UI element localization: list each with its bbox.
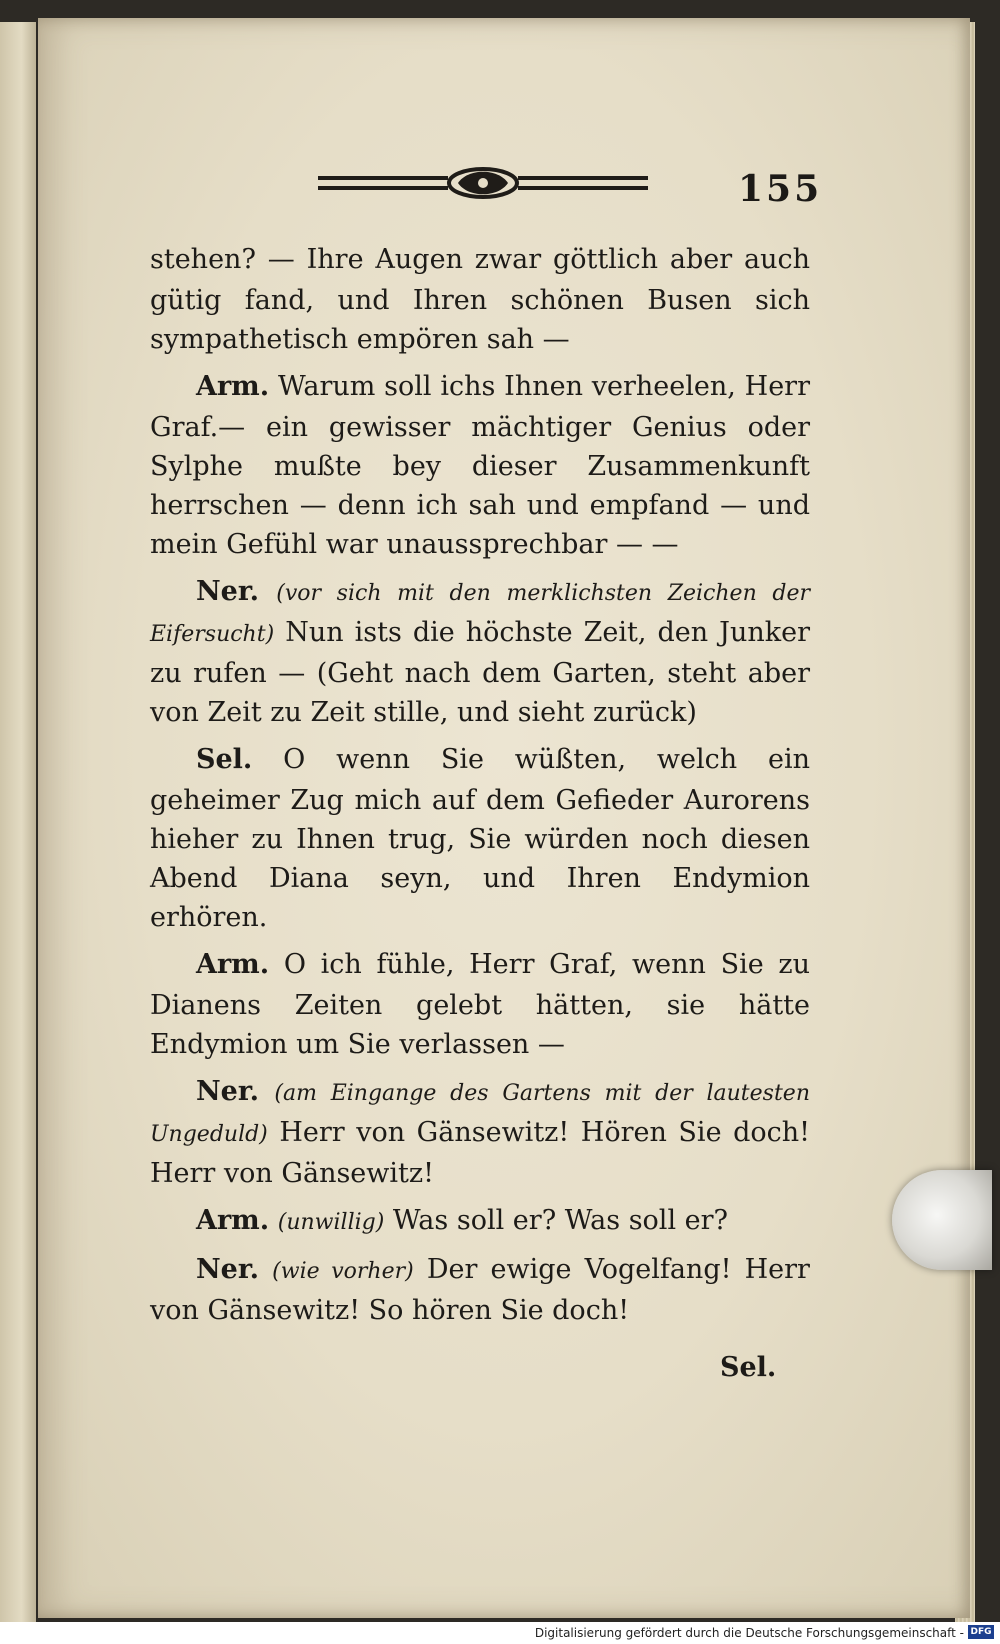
speaker: Ner. (196, 1076, 260, 1107)
paragraph-2 (150, 367, 810, 564)
funding-credit: Digitalisierung gefördert durch die Deutsche Forschungsgemeinschaft - (534, 1626, 964, 1640)
dfg-logo: DFG (968, 1625, 994, 1639)
stage-direction: (am Eingange des Gartens mit der lautesten Ungeduld) (150, 1081, 810, 1147)
dialogue-text: O wenn Sie wüßten, welch ein geheimer Zug mich auf dem Gefieder Aurorens hieher zu Ihnen trug, Sie würden noch diesen Abend Diana seyn, und Ihren Endymion erhören. (150, 744, 810, 933)
paragraph-1 (150, 240, 810, 359)
ornament-divider (318, 164, 648, 204)
speaker: Ner. (196, 576, 260, 607)
page-text (150, 240, 810, 1338)
speaker: Arm. (196, 1205, 270, 1236)
paragraph-6 (150, 1072, 810, 1193)
paragraph-4 (150, 740, 810, 937)
paragraph-5 (150, 945, 810, 1064)
stage-direction: (unwillig) (277, 1210, 385, 1235)
speaker: Sel. (196, 744, 253, 775)
dialogue-text: Der ewige Vogelfang! Herr von Gänsewitz! So hören Sie doch! (150, 1254, 810, 1326)
dialogue-text: stehen? — Ihre Augen zwar göttlich aber auch gütig fand, und Ihren schönen Busen sich sympathetisch empören sah — (150, 244, 810, 355)
speaker: Arm. (196, 371, 270, 402)
dialogue-text: O ich fühle, Herr Graf, wenn Sie zu Dianens Zeiten gelebt hätten, sie hätte Endymion um Sie verlassen — (150, 949, 810, 1060)
facing-page-edge (0, 22, 36, 1622)
dialogue-text: Was soll er? Was soll er? (392, 1205, 729, 1236)
stage-direction: (wie vorher) (272, 1259, 414, 1284)
catchword: Sel. (720, 1352, 777, 1383)
dialogue-text: Warum soll ichs Ihnen verheelen, Herr Graf.— ein gewisser mächtiger Genius oder Sylphe mußte bey dieser Zusammenkunft herrschen — denn ich sah und empfand — und mein Gefühl war unaussprechbar — — (150, 371, 810, 560)
page-clip (892, 1170, 992, 1270)
paragraph-3 (150, 572, 810, 732)
paragraph-7 (150, 1201, 810, 1242)
stage-direction: (vor sich mit den merklichsten Zeichen der Eifersucht) (150, 581, 810, 647)
speaker: Arm. (196, 949, 270, 980)
footer-bar (0, 1622, 1000, 1644)
paragraph-8 (150, 1250, 810, 1330)
speaker: Ner. (196, 1254, 260, 1285)
dialogue-text: Nun ists die höchste Zeit, den Junker zu rufen — (Geht nach dem Garten, steht aber von Zeit zu Zeit stille, und sieht zurück) (150, 617, 810, 728)
dialogue-text: Herr von Gänsewitz! Hören Sie doch! Herr von Gänsewitz! (150, 1117, 810, 1189)
page-number: 155 (738, 168, 823, 210)
